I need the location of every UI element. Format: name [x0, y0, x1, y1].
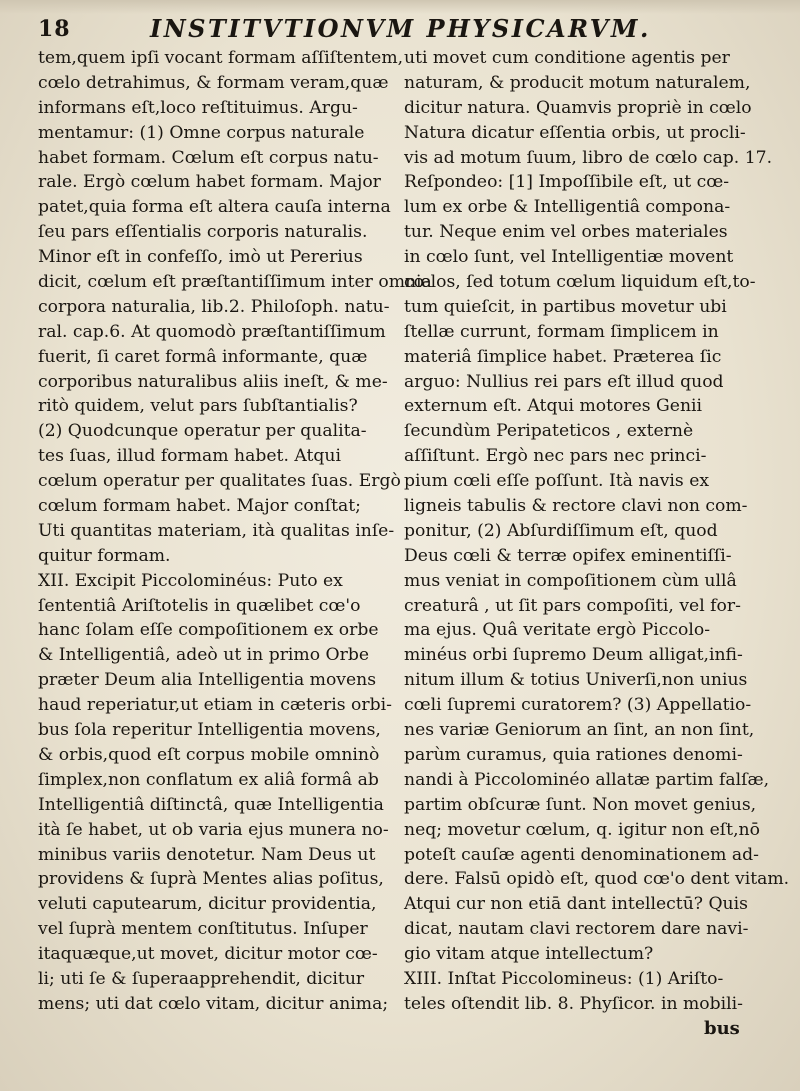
- text-line: uti movet cum conditione agentis per: [404, 48, 730, 68]
- text-line: & orbis,quod eſt corpus mobile omninò: [38, 744, 380, 765]
- text-line: vel ſuprà mentem conſtitutus. Inſuper: [38, 919, 368, 940]
- text-line: gio vitam atque intellectum?: [404, 944, 654, 965]
- text-line: naturam, & producit motum naturalem,: [404, 72, 751, 93]
- text-line: & Intelligentiâ, adeò ut in primo Orbe: [38, 645, 370, 666]
- text-line: cœlo detrahimus, & formam veram,quæ: [38, 72, 389, 93]
- text-line: ral. cap.6. At quomodò præſtantiſſimum: [38, 321, 386, 342]
- text-line: ſeu pars eſſentialis corporis naturalis.: [38, 222, 368, 243]
- page-number: 18: [38, 16, 71, 42]
- text-line: ritò quidem, velut pars ſubſtantialis?: [38, 396, 358, 417]
- text-line: ſimplex,non conflatum ex aliâ formâ ab: [38, 769, 379, 790]
- text-line: quitur formam.: [38, 545, 171, 566]
- text-line: lum ex orbe & Intelligentiâ compona-: [404, 197, 731, 218]
- right-text-column: [404, 46, 790, 1017]
- text-line: providens & ſuprà Mentes alias poſitus,: [38, 869, 384, 890]
- text-line: ſententiâ Ariſtotelis in quælibet cœ'o: [38, 595, 361, 616]
- text-line: nes variæ Geniorum an ſint, an non ſint,: [404, 720, 755, 741]
- text-line: li; uti ſe & ſuperaapprehendit, dicitur: [38, 968, 365, 989]
- text-line: pium cœli eſſe poſſunt. Ità navis ex: [404, 471, 710, 492]
- text-line: minibus variis denotetur. Nam Deus ut: [38, 844, 376, 865]
- text-line: tes ſuas, illud formam habet. Atqui: [38, 446, 341, 467]
- text-line: (2) Quodcunque operatur per qualita-: [38, 421, 367, 442]
- text-line: partim obſcuræ ſunt. Non movet genius,: [404, 794, 757, 815]
- text-line: ma ejus. Quâ veritate ergò Piccolo-: [404, 620, 711, 641]
- text-line: ponitur, (2) Abſurdiſſimum eſt, quod: [404, 520, 718, 541]
- catchword: bus: [704, 1018, 740, 1039]
- text-line: bus ſola reperitur Intelligentia movens,: [38, 720, 381, 741]
- text-line: XIII. Inſtat Piccolomineus: (1) Ariſto-: [404, 968, 724, 989]
- text-line: Intelligentiâ diſtinctâ, quæ Intelligentia: [38, 794, 384, 815]
- text-line: dicitur natura. Quamvis propriè in cœlo: [404, 97, 752, 118]
- text-line: XII. Excipit Piccolominéus: Puto ex: [38, 570, 343, 591]
- text-line: materiâ ſimplice habet. Præterea ſic: [404, 346, 722, 367]
- text-line: ligneis tabulis & rectore clavi non com-: [404, 496, 748, 517]
- text-line: Minor eſt in confeſſo, imò ut Pererius: [38, 247, 363, 268]
- text-line: ſtellæ currunt, formam ſimplicem in: [404, 321, 719, 342]
- text-line: externum eſt. Atqui motores Genii: [404, 396, 703, 417]
- text-line: cœlos, ſed totum cœlum liquidum eſt,to-: [404, 272, 756, 293]
- left-text-column: [38, 46, 432, 1017]
- text-line: itaquæque,ut movet, dicitur motor cœ-: [38, 944, 378, 965]
- text-line: dicit, cœlum eſt præſtantiſſimum inter omnia: [38, 272, 432, 293]
- text-line: minéus orbi ſupremo Deum alligat,infi-: [404, 645, 743, 666]
- text-line: rale. Ergò cœlum habet formam. Major: [38, 172, 381, 193]
- text-line: ſecundùm Peripateticos , externè: [404, 421, 694, 442]
- text-line: cœlum operatur per qualitates ſuas. Ergò: [38, 471, 401, 492]
- text-line: Deus cœli & terræ opifex eminentiſſi-: [404, 545, 732, 566]
- text-line: Natura dicatur eſſentia orbis, ut procli-: [404, 122, 746, 143]
- text-line: præter Deum alia Intelligentia movens: [38, 670, 377, 691]
- text-line: mus veniat in compoſitionem cùm ullâ: [404, 570, 737, 591]
- text-line: tum quieſcit, in partibus movetur ubi: [404, 296, 727, 317]
- text-line: tem,quem ipſi vocant formam aſſiſtentem,: [38, 48, 404, 68]
- text-line: hanc ſolam eſſe compoſitionem ex orbe: [38, 620, 379, 641]
- text-line: aſſiſtunt. Ergò nec pars nec princi-: [404, 446, 707, 467]
- text-line: in cœlo ſunt, vel Intelligentiæ movent: [404, 247, 734, 268]
- text-line: dicat, nautam clavi rectorem dare navi-: [404, 919, 749, 940]
- text-line: cœli ſupremi curatorem? (3) Appellatio-: [404, 695, 752, 716]
- text-line: fuerit, ſi caret formâ informante, quæ: [38, 346, 368, 367]
- text-line: patet,quia forma eſt altera cauſa interna: [38, 197, 391, 218]
- text-line: Reſpondeo: [1] Impoſſibile eſt, ut cœ-: [404, 172, 730, 193]
- text-line: neq; movetur cœlum, q. igitur non eſt,nō: [404, 819, 760, 840]
- text-line: haud reperiatur,ut etiam in cæteris orbi-: [38, 695, 392, 716]
- page-header: [38, 0, 778, 46]
- text-line: dere. Falsū opidò eſt, quod cœ'o dent vitam.: [404, 869, 790, 890]
- text-line: Atqui cur non etiā dant intellectū? Quis: [404, 894, 748, 915]
- text-line: vis ad motum ſuum, libro de cœlo cap. 17.: [404, 147, 773, 168]
- running-title: INSTITVTIONVM PHYSICARVM.: [150, 14, 651, 43]
- text-line: informans eſt,loco reſtituimus. Argu-: [38, 97, 358, 118]
- text-line: tur. Neque enim vel orbes materiales: [404, 222, 728, 243]
- text-line: teles oſtendit lib. 8. Phyſicor. in mobili-: [404, 993, 743, 1014]
- text-line: Uti quantitas materiam, ità qualitas inſe-: [38, 520, 395, 541]
- text-line: creaturâ , ut ſit pars compoſiti, vel for-: [404, 595, 741, 616]
- text-line: veluti caputearum, dicitur providentia,: [38, 894, 377, 915]
- text-line: parùm curamus, quia rationes denomi-: [404, 744, 743, 765]
- text-line: cœlum formam habet. Major conſtat;: [38, 496, 361, 517]
- text-line: habet formam. Cœlum eſt corpus natu-: [38, 147, 379, 168]
- text-line: poteſt cauſæ agenti denominationem ad-: [404, 844, 759, 865]
- text-line: nandi à Piccolominéo allatæ partim falſæ,: [404, 769, 770, 790]
- text-line: ità ſe habet, ut ob varia ejus munera no-: [38, 819, 389, 840]
- text-line: corpora naturalia, lib.2. Philoſoph. natu-: [38, 296, 390, 317]
- text-line: mens; uti dat cœlo vitam, dicitur anima;: [38, 993, 389, 1014]
- text-line: corporibus naturalibus aliis ineſt, & me-: [38, 371, 388, 392]
- text-line: nitum illum & totius Univerſi,non unius: [404, 670, 748, 691]
- text-line: mentamur: (1) Omne corpus naturale: [38, 122, 365, 143]
- text-line: arguo: Nullius rei pars eſt illud quod: [404, 371, 724, 392]
